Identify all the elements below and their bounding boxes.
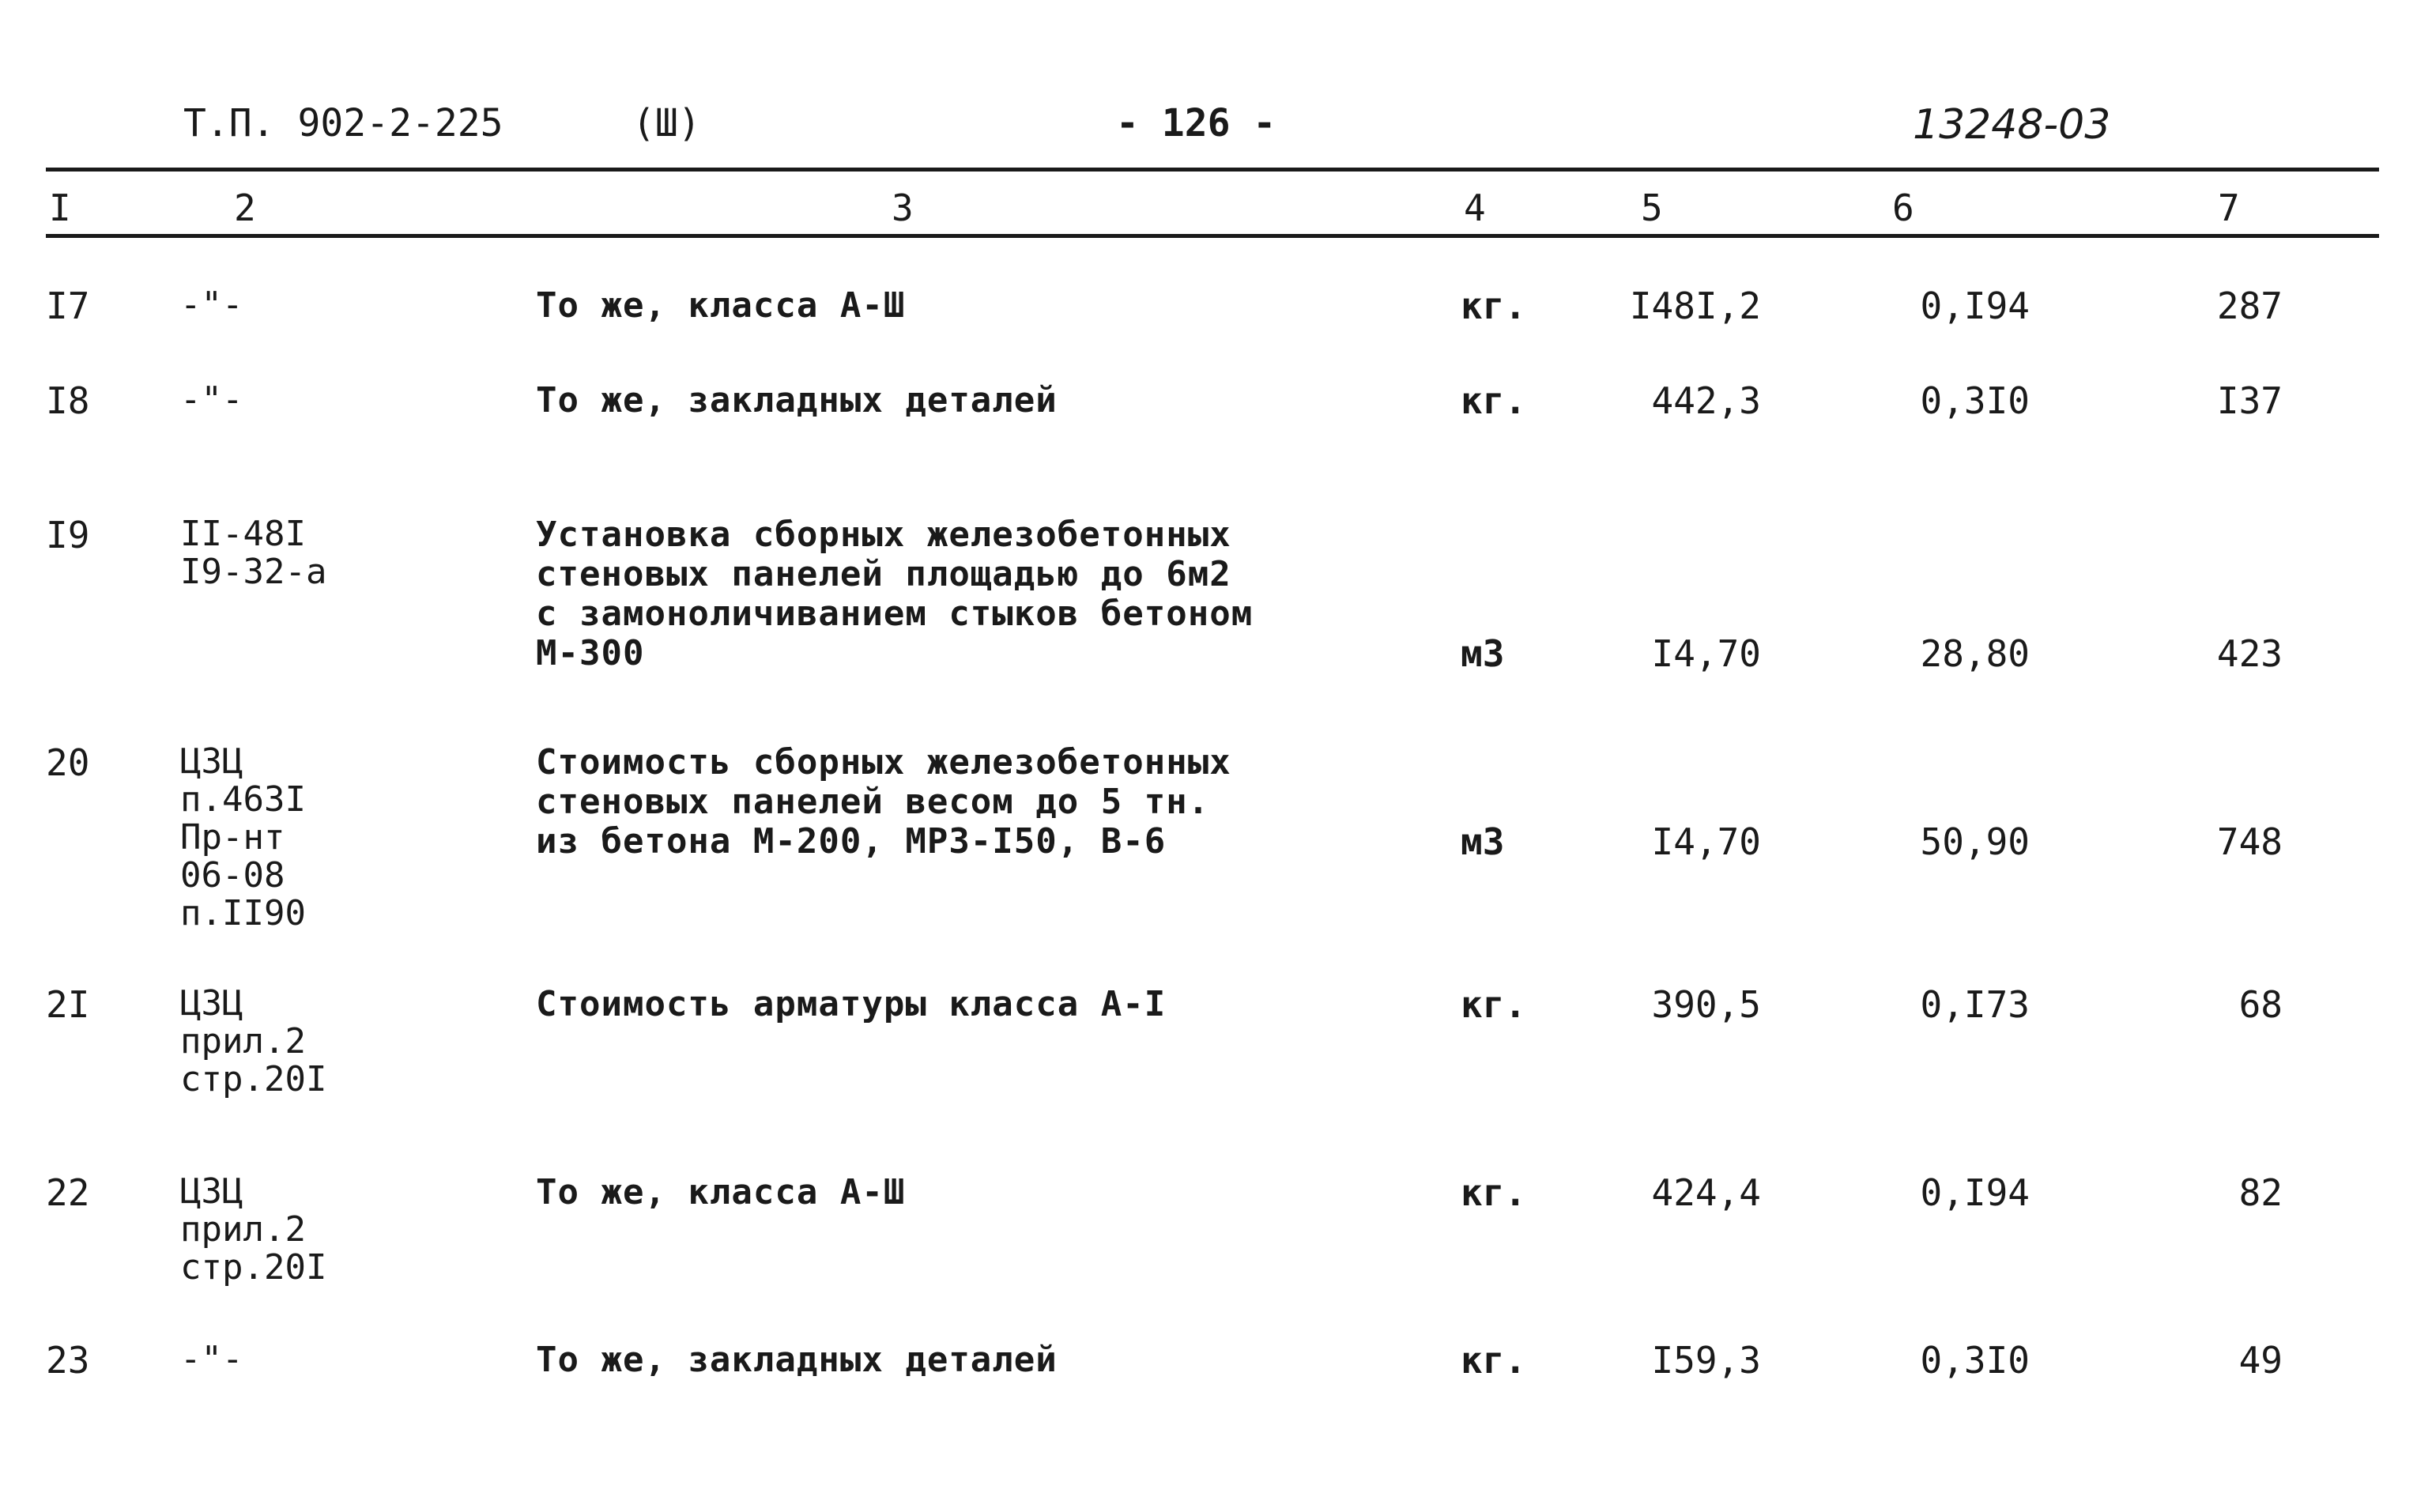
row-reference xyxy=(180,515,326,591)
row-reference xyxy=(180,381,243,419)
row-unit-price: 28,80 xyxy=(1920,632,2030,675)
column-header-4: 4 xyxy=(1464,187,1486,229)
description-line: То же, класса А-Ш xyxy=(536,1172,906,1212)
row-unit: кг. xyxy=(1461,379,1527,422)
row-total: 287 xyxy=(2216,285,2283,327)
reference-line: -"- xyxy=(180,285,243,325)
row-description xyxy=(536,1340,1058,1380)
reference-line: ЦЗЦ xyxy=(180,741,243,782)
column-header-3: 3 xyxy=(892,187,914,229)
description-line: Стоимость сборных железобетонных xyxy=(536,742,1231,782)
description-line: с замоноличиванием стыков бетоном xyxy=(536,594,1254,634)
row-reference xyxy=(180,1340,243,1378)
reference-line: стр.20I xyxy=(180,1059,327,1099)
row-unit: м3 xyxy=(1461,632,1505,675)
row-unit-price: 0,3I0 xyxy=(1920,379,2030,422)
row-reference xyxy=(180,1173,326,1287)
row-number: 2I xyxy=(46,983,90,1026)
description-line: То же, закладных деталей xyxy=(536,380,1058,420)
row-total: 748 xyxy=(2216,820,2283,863)
reference-line: -"- xyxy=(180,379,243,420)
description-line: То же, класса А-Ш xyxy=(536,285,906,326)
page-number: - 126 - xyxy=(1116,101,1276,145)
row-reference xyxy=(180,985,326,1099)
row-quantity: 424,4 xyxy=(1651,1171,1761,1214)
description-line: стеновых панелей площадью до 6м2 xyxy=(536,554,1231,594)
reference-line: прил.2 xyxy=(180,1209,306,1250)
column-header-1: I xyxy=(49,187,71,229)
row-total: 423 xyxy=(2216,632,2283,675)
row-description xyxy=(536,1173,905,1212)
column-header-6: 6 xyxy=(1892,187,1914,229)
row-unit: кг. xyxy=(1461,1339,1527,1382)
row-description xyxy=(536,286,905,326)
row-quantity: I59,3 xyxy=(1651,1339,1761,1382)
row-unit: кг. xyxy=(1461,983,1527,1026)
row-number: 23 xyxy=(46,1339,90,1382)
row-total: 82 xyxy=(2238,1171,2283,1214)
row-unit: кг. xyxy=(1461,285,1527,327)
top-rule xyxy=(46,168,2379,172)
reference-line: -"- xyxy=(180,1339,243,1379)
row-description xyxy=(536,515,1253,673)
row-number: I7 xyxy=(46,285,90,327)
row-quantity: I48I,2 xyxy=(1629,285,1761,327)
row-unit-price: 50,90 xyxy=(1920,820,2030,863)
reference-line: ЦЗЦ xyxy=(180,983,243,1024)
column-header-2: 2 xyxy=(234,187,256,229)
reference-line: п.463I xyxy=(180,779,306,820)
description-line: Установка сборных железобетонных xyxy=(536,515,1231,555)
row-quantity: I4,70 xyxy=(1651,820,1761,863)
header-rule xyxy=(46,234,2379,238)
description-line: стеновых панелей весом до 5 тн. xyxy=(536,782,1210,822)
reference-line: стр.20I xyxy=(180,1247,327,1288)
column-header-5: 5 xyxy=(1641,187,1663,229)
description-line: То же, закладных деталей xyxy=(536,1340,1058,1380)
row-reference xyxy=(180,743,306,933)
row-reference xyxy=(180,286,243,324)
row-description xyxy=(536,985,1166,1024)
row-quantity: 442,3 xyxy=(1651,379,1761,422)
row-unit: кг. xyxy=(1461,1171,1527,1214)
reference-line: 06-08 xyxy=(180,855,285,896)
row-unit-price: 0,3I0 xyxy=(1920,1339,2030,1382)
reference-line: ЦЗЦ xyxy=(180,1171,243,1212)
row-unit-price: 0,I73 xyxy=(1920,983,2030,1026)
row-description xyxy=(536,743,1231,862)
description-line: М-300 xyxy=(536,633,645,673)
description-line: из бетона М-200, МРЗ-I50, В-6 xyxy=(536,821,1167,862)
reference-line: п.II90 xyxy=(180,893,306,933)
row-quantity: 390,5 xyxy=(1651,983,1761,1026)
row-unit: м3 xyxy=(1461,820,1505,863)
row-number: I8 xyxy=(46,379,90,422)
row-total: I37 xyxy=(2216,379,2283,422)
document-code: Т.П. 902-2-225 xyxy=(183,101,503,145)
row-number: 22 xyxy=(46,1171,90,1214)
description-line: Стоимость арматуры класса А-I xyxy=(536,984,1167,1024)
reference-line: Пр-нт xyxy=(180,817,285,858)
reference-line: прил.2 xyxy=(180,1021,306,1061)
reference-line: I9-32-а xyxy=(180,552,327,592)
row-quantity: I4,70 xyxy=(1651,632,1761,675)
column-header-7: 7 xyxy=(2218,187,2240,229)
reference-line: II-48I xyxy=(180,514,306,554)
document-part: (Ш) xyxy=(632,101,701,145)
row-number: I9 xyxy=(46,514,90,556)
row-total: 49 xyxy=(2238,1339,2283,1382)
row-number: 20 xyxy=(46,741,90,784)
row-description xyxy=(536,381,1058,420)
row-unit-price: 0,I94 xyxy=(1920,1171,2030,1214)
row-unit-price: 0,I94 xyxy=(1920,285,2030,327)
document-number: 13248-03 xyxy=(1913,101,2111,149)
row-total: 68 xyxy=(2238,983,2283,1026)
